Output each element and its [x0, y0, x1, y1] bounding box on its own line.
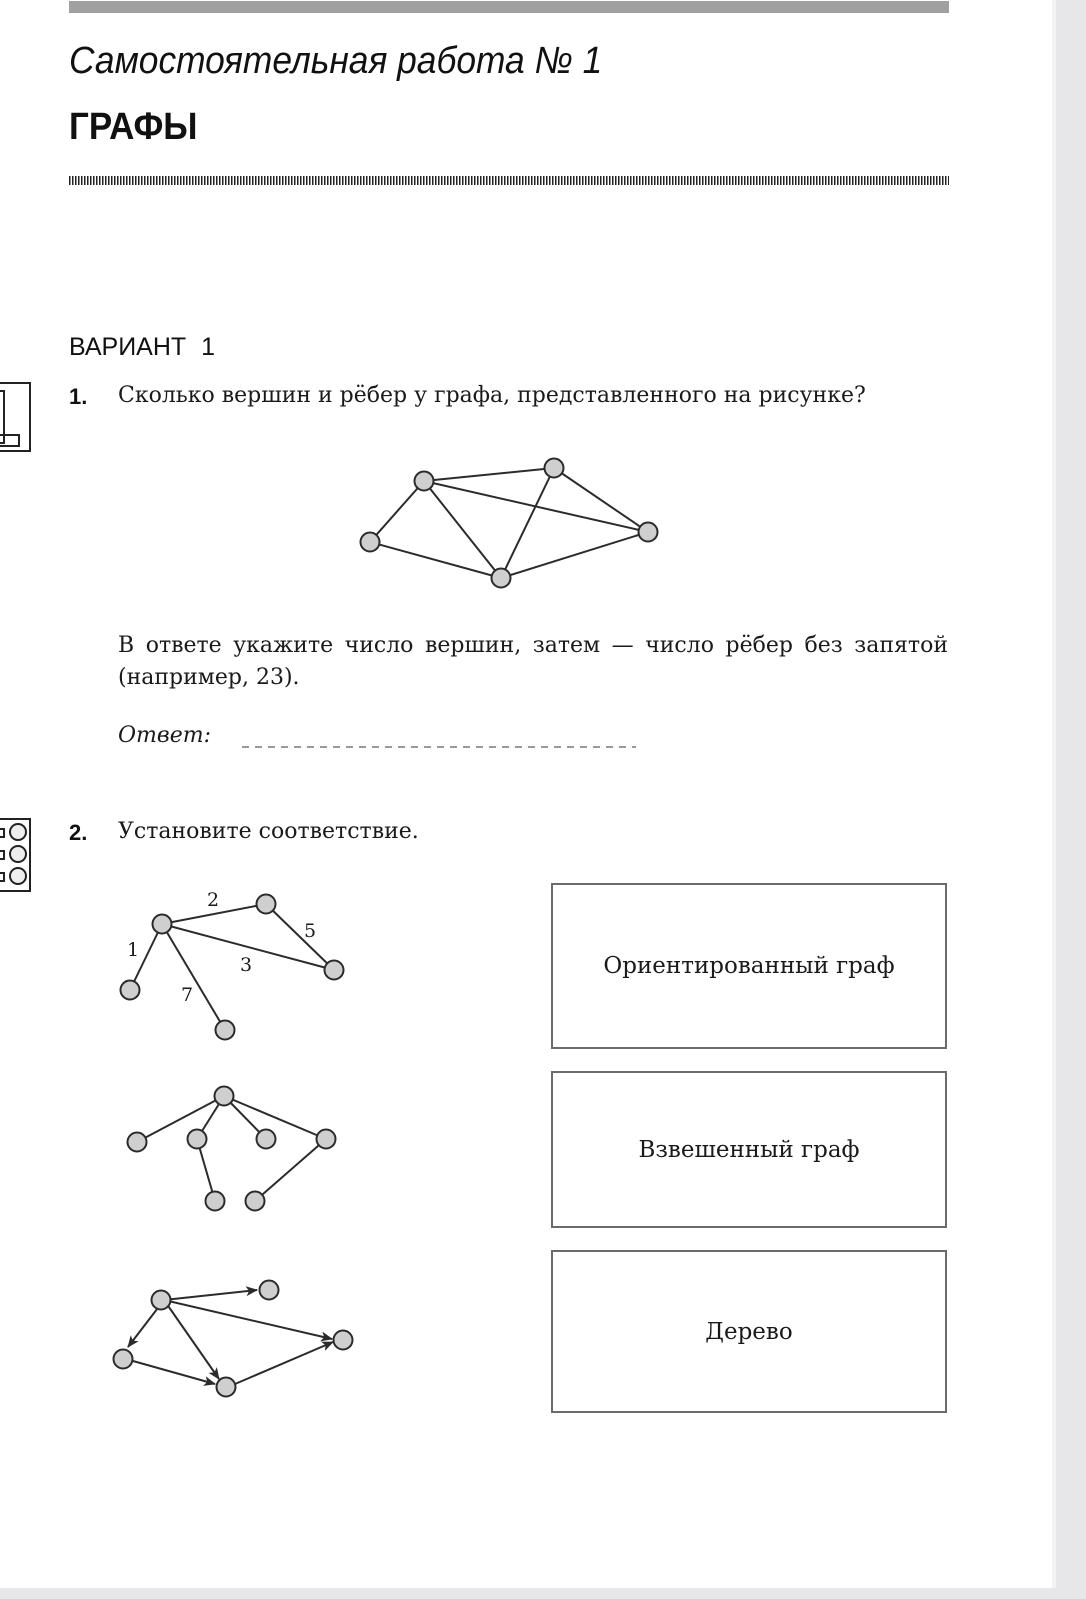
graph-vertex — [260, 1281, 279, 1300]
graph-vertex — [206, 1192, 225, 1211]
graph-edge — [554, 468, 648, 532]
directed-graph — [100, 1270, 370, 1400]
graph-vertex — [361, 533, 380, 552]
graph-vertex — [153, 915, 172, 934]
graph-vertex — [114, 1350, 133, 1369]
graph-edge — [370, 481, 424, 542]
graph-vertex — [415, 472, 434, 491]
match-option-directed[interactable] — [551, 883, 947, 1049]
match-option-tree[interactable] — [551, 1250, 947, 1413]
graph-vertex — [152, 1291, 171, 1310]
match-option-label: Ориентированный граф — [603, 953, 895, 979]
graph-vertex — [325, 961, 344, 980]
graph-edge — [137, 1096, 224, 1142]
edge-weight-label: 2 — [207, 889, 220, 911]
graph-vertex — [246, 1192, 265, 1211]
answer-input-line[interactable] — [242, 746, 636, 748]
task-1-instruction: В ответе укажите число вершин, затем — число рёбер без запятой (например, 23). — [118, 633, 948, 690]
graph-edge — [424, 468, 554, 481]
graph-vertex — [257, 895, 276, 914]
graph-vertex — [257, 1130, 276, 1149]
answer-label: Ответ: — [118, 723, 211, 748]
match-option-label: Взвешенный граф — [638, 1136, 860, 1163]
task-1-number: 1. — [69, 384, 88, 409]
matching-task-icon — [0, 818, 31, 892]
task-1-graph — [340, 450, 680, 600]
short-answer-icon — [0, 382, 31, 452]
task-1-question: Сколько вершин и рёбер у графа, представленного на рисунке? — [118, 383, 866, 408]
directed-edge — [133, 1361, 215, 1384]
directed-edge — [164, 1290, 257, 1300]
directed-edge — [235, 1342, 333, 1384]
page-bottom-edge — [0, 1588, 1086, 1599]
header-rule — [69, 1, 949, 13]
graph-edge — [370, 542, 501, 578]
topic-title: ГРАФЫ — [69, 106, 198, 148]
graph-vertex — [639, 523, 658, 542]
graph-vertex — [217, 1378, 236, 1397]
variant-label: ВАРИАНТ 1 — [69, 333, 216, 361]
graph-edge — [224, 1096, 326, 1139]
edge-weight-label: 7 — [181, 984, 194, 1006]
graph-vertex — [128, 1133, 147, 1152]
directed-edge — [164, 1300, 332, 1339]
edge-weight-label: 5 — [304, 920, 317, 942]
tree-root-vertex — [215, 1087, 234, 1106]
match-option-weighted[interactable] — [551, 1071, 947, 1228]
tree-graph — [100, 1075, 360, 1220]
graph-vertex — [188, 1130, 207, 1149]
hatched-divider — [69, 176, 949, 185]
graph-vertex — [492, 569, 511, 588]
graph-edge — [162, 924, 225, 1030]
weighted-graph — [100, 880, 360, 1050]
task-2-number: 2. — [69, 820, 88, 845]
graph-edge — [501, 468, 554, 578]
edge-weight-label: 3 — [240, 954, 253, 976]
page-edge — [1052, 0, 1086, 1599]
edge-weight-label: 1 — [127, 939, 140, 961]
graph-vertex — [216, 1021, 235, 1040]
match-option-label: Дерево — [705, 1318, 793, 1345]
graph-vertex — [317, 1130, 336, 1149]
task-2-question: Установите соответствие. — [118, 819, 419, 844]
graph-vertex — [121, 981, 140, 1000]
work-title: Самостоятельная работа № 1 — [69, 40, 603, 82]
graph-vertex — [334, 1331, 353, 1350]
graph-edge — [501, 532, 648, 578]
graph-vertex — [545, 459, 564, 478]
